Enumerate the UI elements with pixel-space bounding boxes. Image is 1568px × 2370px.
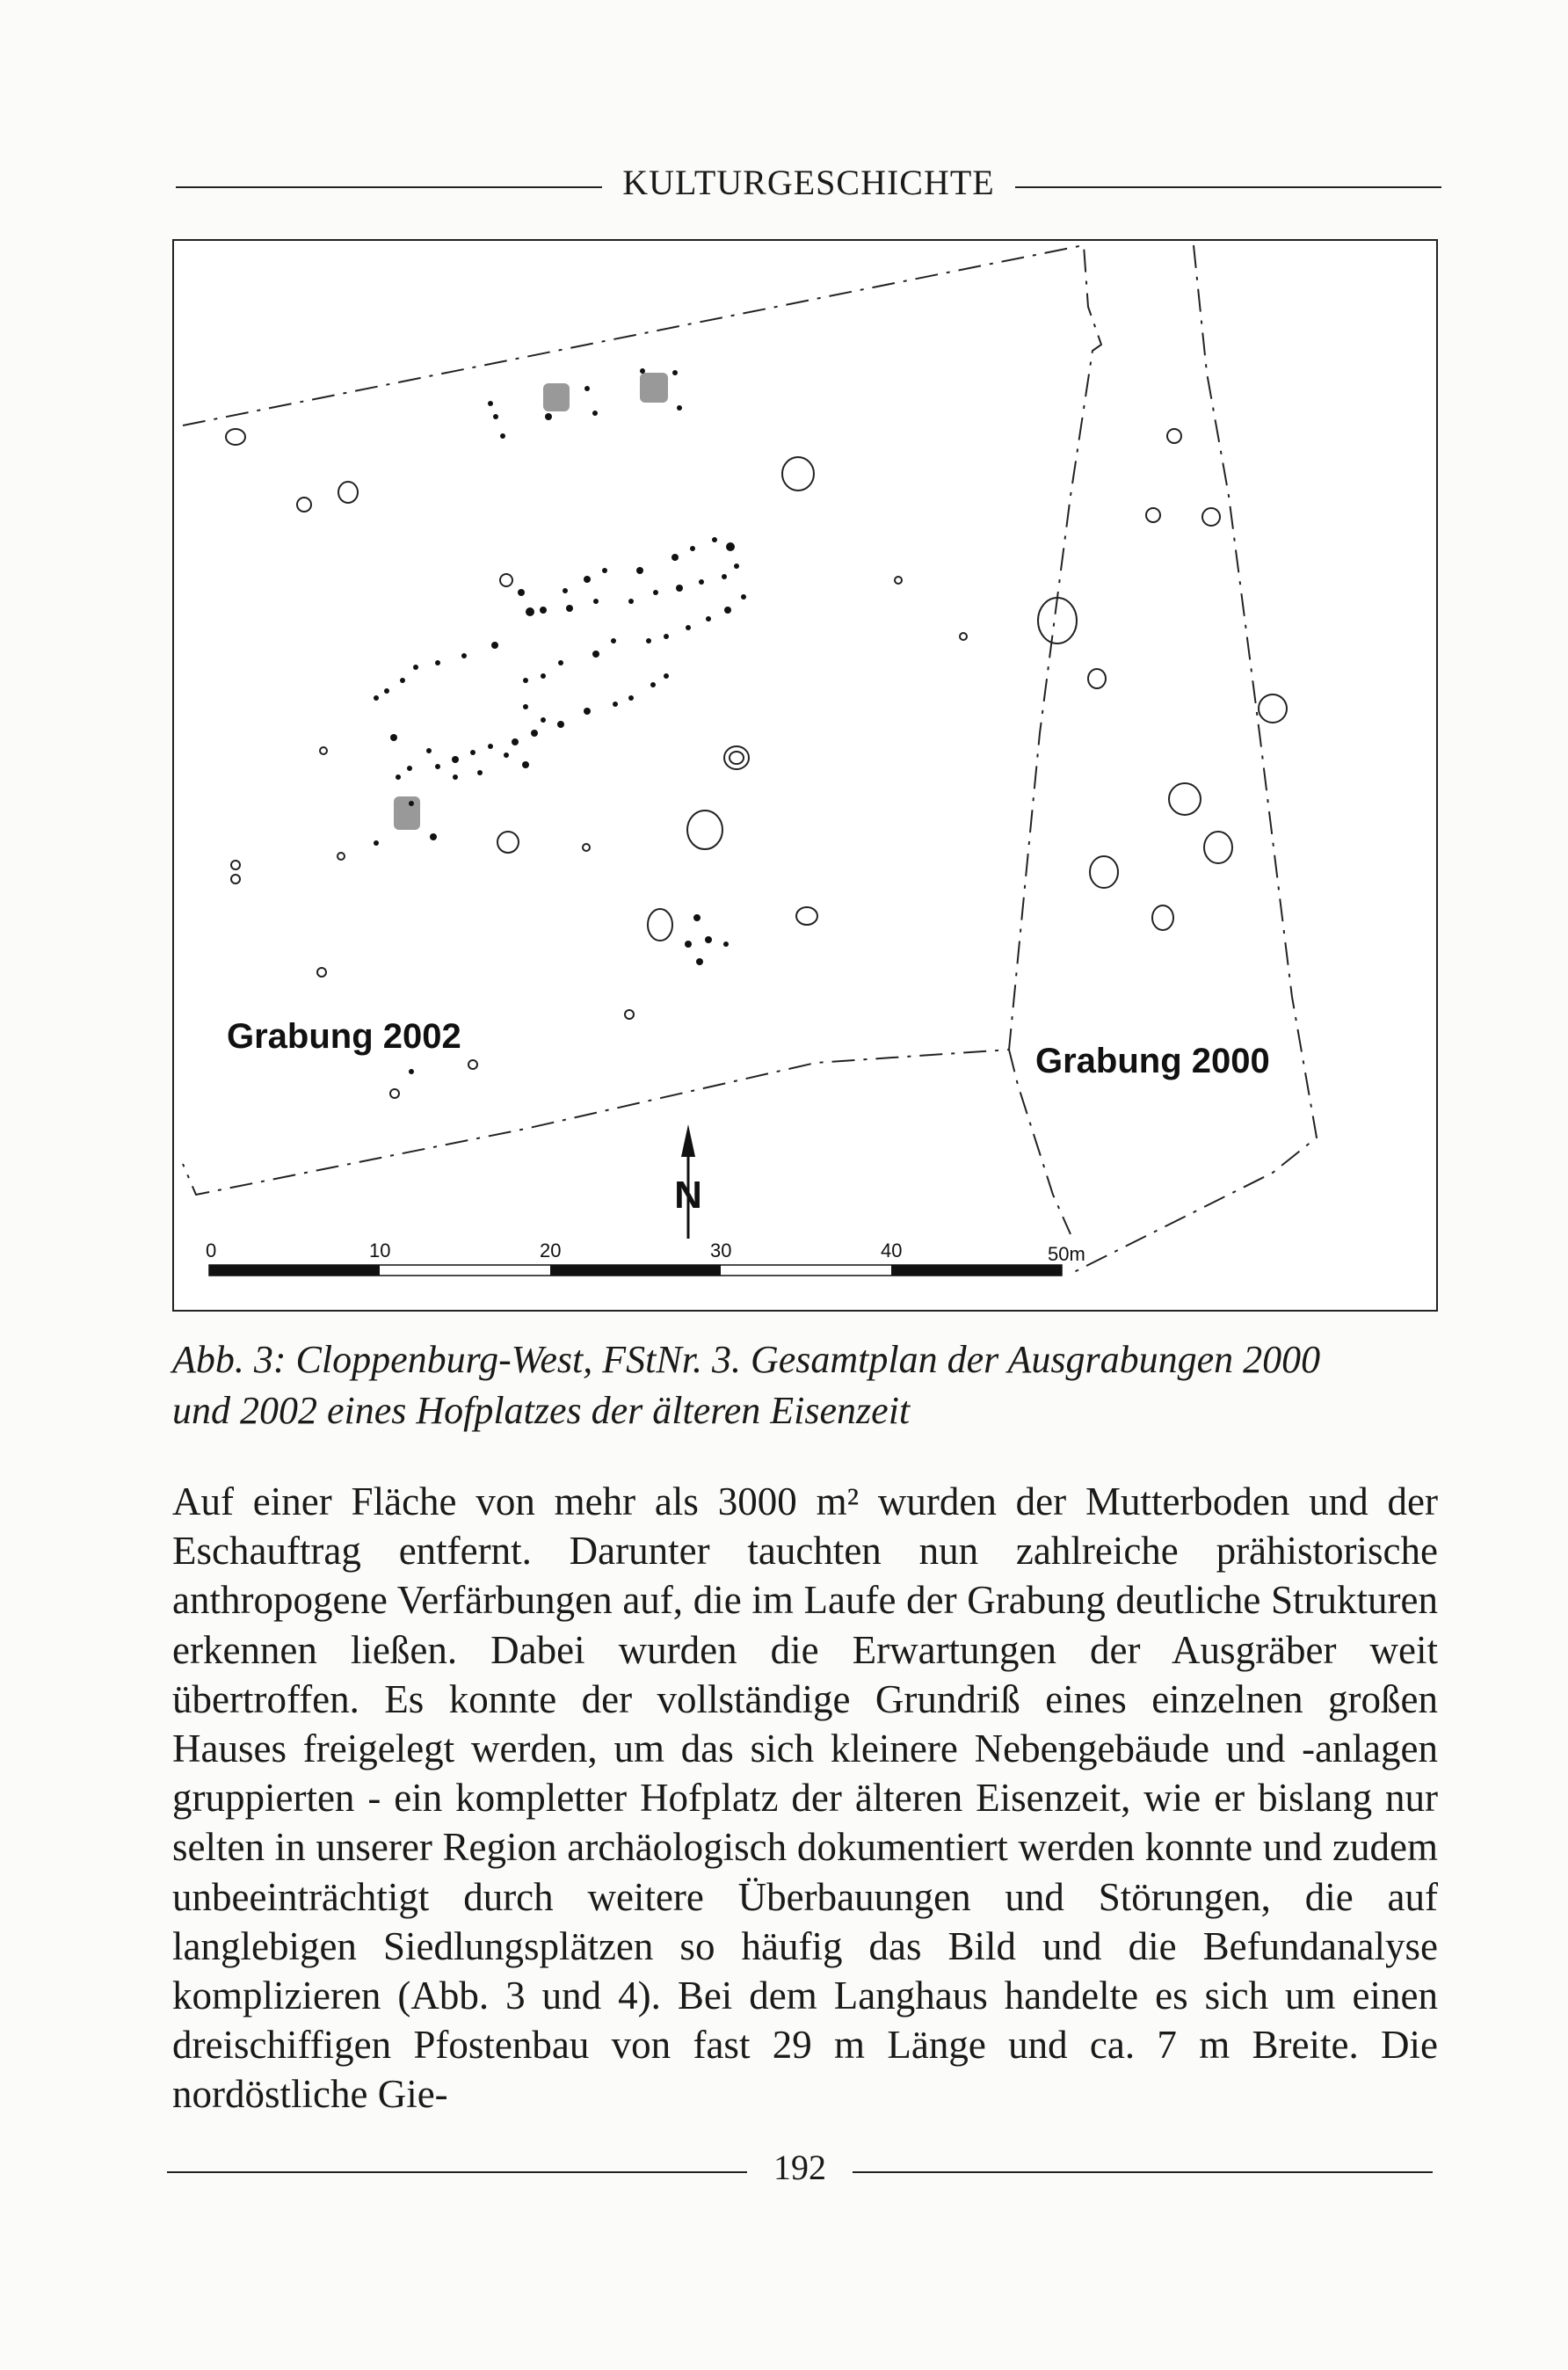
- caption-line-1: Abb. 3: Cloppenburg-West, FStNr. 3. Gesamtplan der Ausgrabungen 2000: [172, 1338, 1321, 1381]
- north-label: N: [674, 1174, 702, 1217]
- grey-patches: [394, 373, 668, 830]
- footer-rule-left: [167, 2171, 747, 2173]
- scale-tick-20: 20: [540, 1240, 562, 1261]
- figure-caption: [172, 1334, 1438, 1436]
- scale-tick-0: 0: [206, 1240, 217, 1261]
- scale-tick-30: 30: [710, 1240, 732, 1261]
- page-footer: [167, 2145, 1433, 2198]
- excavation-plan-figure: [172, 239, 1438, 1312]
- boundary-2000: [1009, 245, 1317, 1274]
- post-holes: [374, 368, 746, 1074]
- body-text: [172, 1477, 1438, 2119]
- footer-rule-right: [853, 2171, 1433, 2173]
- scale-tick-40: 40: [881, 1240, 903, 1261]
- label-grabung-2000: Grabung 2000: [1035, 1042, 1270, 1080]
- body-paragraph: Auf einer Fläche von mehr als 3000 m² wurden der Mutterboden und der Eschauftrag entfernt. Darunter tauchten nun zahlreiche prähistorische anthropogene Verfärbungen auf, die im Laufe der Grabung deutliche Strukturen erkennen ließen. Dabei wurden die Erwartungen der Ausgräber weit übertroffen. Es konnte der vollständige Grundriß eines einzelnen großen Hauses freigelegt werden, um das sich kleinere Nebengebäude und -anlagen gruppierten - ein kompletter Hofplatz der älteren Eisenzeit, wie er bislang nur selten in unserer Region archäologisch dokumentiert werden konnte und zudem unbeeinträchtigt durch weitere Überbauungen und Störungen, die auf langlebigen Siedlungsplätzen so häufig das Bild und die Befundanalyse komplizieren (Abb. 3 und 4). Bei dem Langhaus handelte es sich um einen dreischiffigen Pfostenbau von fast 29 m Länge und ca. 7 m Breite. Die nordöstliche Gie-: [172, 1479, 1438, 2117]
- label-grabung-2002: Grabung 2002: [227, 1017, 461, 1056]
- excavation-boundaries: [183, 245, 1317, 1274]
- running-head: [176, 156, 1441, 209]
- scale-tick-50m: 50m: [1048, 1243, 1085, 1265]
- excavation-plan: [174, 241, 1436, 1310]
- pit-features: [226, 429, 1287, 1098]
- caption-line-2: und 2002 eines Hofplatzes der älteren Eisenzeit: [172, 1389, 911, 1432]
- header-rule-right: [1015, 186, 1441, 188]
- running-title: KULTURGESCHICHTE: [622, 163, 995, 202]
- page-number: 192: [773, 2148, 826, 2187]
- header-rule-left: [176, 186, 602, 188]
- north-arrow: [674, 1124, 702, 1239]
- scale-tick-10: 10: [369, 1240, 391, 1261]
- scale-bar: [206, 1240, 1085, 1276]
